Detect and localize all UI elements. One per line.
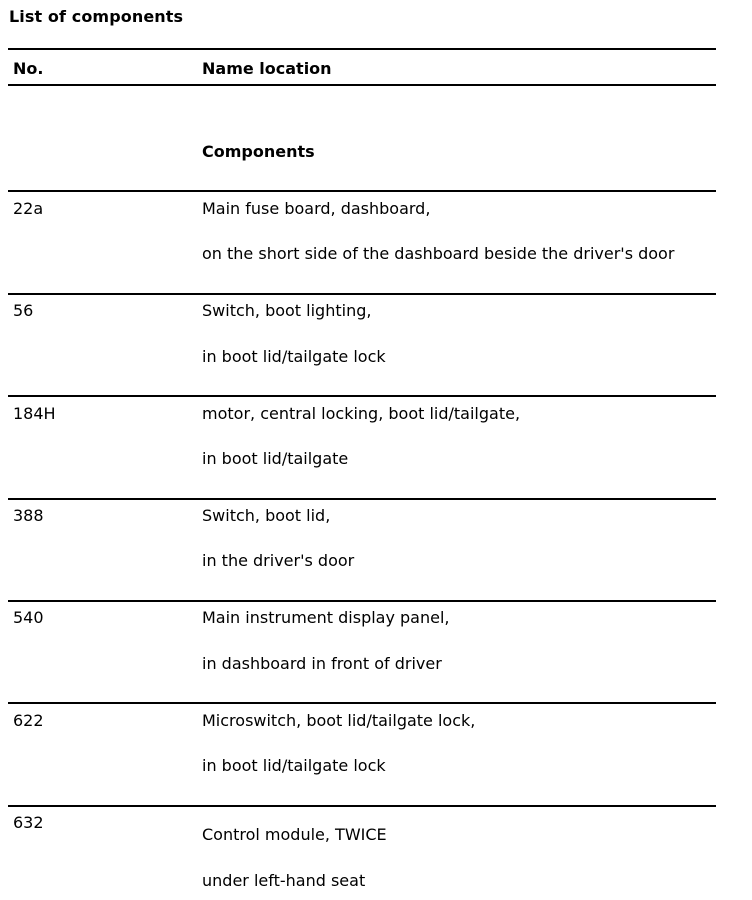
header-name-location: Name location bbox=[202, 59, 332, 78]
row-name: motor, central locking, boot lid/tailgate, bbox=[202, 404, 521, 423]
row-name: Main fuse board, dashboard, bbox=[202, 199, 431, 218]
row-location: in boot lid/tailgate lock bbox=[202, 347, 386, 366]
row-name: Switch, boot lid, bbox=[202, 506, 331, 525]
section-label: Components bbox=[202, 142, 315, 161]
row-number: 56 bbox=[13, 301, 34, 320]
row-location: under left-hand seat bbox=[202, 871, 366, 890]
row-rule bbox=[8, 805, 716, 807]
row-name: Main instrument display panel, bbox=[202, 608, 450, 627]
header-no: No. bbox=[13, 59, 44, 78]
row-number: 622 bbox=[13, 711, 44, 730]
row-number: 540 bbox=[13, 608, 44, 627]
table-top-rule bbox=[8, 48, 716, 50]
row-location: in the driver's door bbox=[202, 551, 355, 570]
row-number: 388 bbox=[13, 506, 44, 525]
row-number: 632 bbox=[13, 813, 44, 832]
row-rule bbox=[8, 498, 716, 500]
row-number: 22a bbox=[13, 199, 44, 218]
row-name: Microswitch, boot lid/tailgate lock, bbox=[202, 711, 476, 730]
row-number: 184H bbox=[13, 404, 56, 423]
row-rule bbox=[8, 190, 716, 192]
header-bottom-rule bbox=[8, 84, 716, 86]
row-location: in boot lid/tailgate bbox=[202, 449, 349, 468]
row-name: Control module, TWICE bbox=[202, 825, 387, 844]
row-rule bbox=[8, 395, 716, 397]
row-rule bbox=[8, 702, 716, 704]
row-location: in boot lid/tailgate lock bbox=[202, 756, 386, 775]
row-rule bbox=[8, 600, 716, 602]
page-title: List of components bbox=[9, 7, 184, 26]
row-rule bbox=[8, 293, 716, 295]
row-location: in dashboard in front of driver bbox=[202, 654, 442, 673]
row-location: on the short side of the dashboard beside the driver's door bbox=[202, 244, 675, 263]
row-name: Switch, boot lighting, bbox=[202, 301, 372, 320]
